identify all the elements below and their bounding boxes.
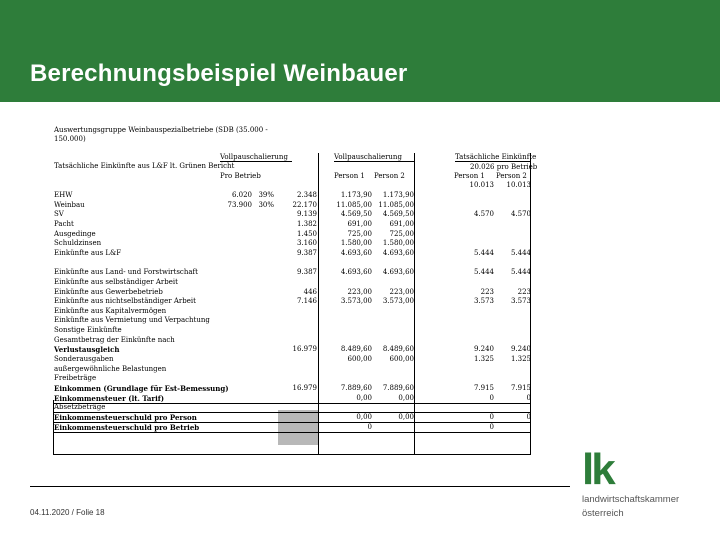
footer-date-page: 04.11.2020 / Folie 18: [30, 508, 105, 517]
row-person2: 4.569,50: [382, 210, 414, 218]
row-label: Einkünfte aus Land- und Forstwirtschaft: [54, 268, 198, 276]
row-te-person1: 1.325: [473, 355, 494, 363]
col-te-value1: 10.013: [469, 181, 494, 189]
row-person1: 223,00: [347, 288, 372, 296]
row-amount: 73.900: [227, 201, 252, 209]
row-person2: 11.085,00: [378, 201, 414, 209]
row-te-person1: 5.444: [473, 249, 494, 257]
col-te-person1: Person 1: [454, 172, 485, 180]
row-person1: 1.173,90: [340, 191, 372, 199]
row-te-person2: 0: [526, 394, 531, 402]
row-label: Verlustausgleich: [54, 345, 120, 354]
row-betrieb: 7.146: [296, 297, 317, 305]
row-te-person1: 4.570: [473, 210, 494, 218]
col-te-sub: 20.026 pro Betrieb: [470, 163, 538, 171]
row-person2: 223,00: [389, 288, 414, 296]
row-label: Sonderausgaben: [54, 355, 114, 363]
row-te-person2: 223: [517, 288, 531, 296]
row-person1: 1.580,00: [340, 239, 372, 247]
row-te-person2: 9.240: [510, 345, 531, 353]
row-percent: 39%: [258, 191, 274, 199]
row-person1: 725,00: [347, 230, 372, 238]
row-betrieb: 2.348: [296, 191, 317, 199]
row-betrieb: 9.387: [296, 249, 317, 257]
row-label: Einkünfte aus nichtselbständiger Arbeit: [54, 297, 196, 305]
row-amount: 6.020: [231, 191, 252, 199]
row-te-person2: 4.570: [510, 210, 531, 218]
row-person2: 691,00: [389, 220, 414, 228]
lk-logo-mark: lk: [582, 445, 613, 494]
row-person2: 1.580,00: [382, 239, 414, 247]
row-te-person2: 5.444: [510, 268, 531, 276]
row-label: Einkommensteuerschuld pro Person: [54, 413, 197, 422]
row-label: Einkommensteuer (lt. Tarif): [54, 394, 165, 403]
group-label-2: 150.000): [54, 135, 86, 143]
logo-text-line2: österreich: [582, 508, 624, 519]
row-label: Pacht: [54, 220, 74, 228]
row-label: Schuldzinsen: [54, 239, 102, 247]
row-person2: 600,00: [389, 355, 414, 363]
row-label: Gesamtbetrag der Einkünfte nach: [54, 336, 175, 344]
row-te-person1: 9.240: [473, 345, 494, 353]
row-te-person2: 7.915: [510, 384, 531, 392]
row-label: Einkünfte aus Vermietung und Verpachtung: [54, 316, 210, 324]
col-vp1-sub: Pro Betrieb: [220, 172, 261, 180]
group-label-1: Auswertungsgruppe Weinbauspezialbetriebe (SDB (35.000 -: [54, 126, 268, 134]
row-person2: 0,00: [398, 413, 414, 421]
row-person1: 0,00: [356, 394, 372, 402]
row-te-person1: 0: [489, 394, 494, 402]
row-label: Freibeträge: [54, 374, 97, 382]
col-te-header: Tatsächliche Einkünfte: [455, 153, 537, 161]
row-rule: [53, 432, 531, 433]
row-betrieb: 9.387: [296, 268, 317, 276]
row-person1: 8.489,60: [340, 345, 372, 353]
row-person1: 4.569,50: [340, 210, 372, 218]
row-te-person1: 7.915: [473, 384, 494, 392]
te-header-underline: [455, 161, 531, 162]
row-person2: 4.693,60: [382, 249, 414, 257]
table-divider-2: [414, 153, 415, 454]
slide-title: Berechnungsbeispiel Weinbauer: [30, 60, 408, 87]
grey-cell: [278, 410, 318, 445]
row-person1: 600,00: [347, 355, 372, 363]
row-label: Einkünfte aus L&F: [54, 249, 122, 257]
row-betrieb: 22.170: [292, 201, 317, 209]
row-label: außergewöhnliche Belastungen: [54, 365, 167, 373]
row-label: Einkünfte aus Kapitalvermögen: [54, 307, 167, 315]
row-te-person2: 0: [526, 413, 531, 421]
col-vp1-header: Vollpauschalierung: [220, 153, 288, 161]
row-label: Ausgedinge: [54, 230, 96, 238]
row-label: Absetzbeträge: [54, 403, 106, 411]
row-person1: 4.693,60: [340, 249, 372, 257]
vp2-header-underline: [334, 161, 414, 162]
row-te-person1: 5.444: [473, 268, 494, 276]
row-person1: 0,00: [356, 413, 372, 421]
row-label: Sonstige Einkünfte: [54, 326, 122, 334]
row-label: Einkünfte aus Gewerbebetrieb: [54, 288, 163, 296]
row-label: Einkommen (Grundlage für Est-Bemessung): [54, 384, 229, 393]
col-vp2-header: Vollpauschalierung: [334, 153, 402, 161]
row-te-person2: 1.325: [510, 355, 531, 363]
table-bottom-border: [53, 454, 531, 455]
row-label: SV: [54, 210, 64, 218]
row-betrieb: 16.979: [292, 384, 317, 392]
row-person1: 691,00: [347, 220, 372, 228]
row-person2: 4.693,60: [382, 268, 414, 276]
row-person2: 1.173,90: [382, 191, 414, 199]
row-betrieb: 3.160: [296, 239, 317, 247]
row-betrieb: 9.139: [296, 210, 317, 218]
row-label: EHW: [54, 191, 73, 199]
row-betrieb: 446: [303, 288, 317, 296]
row-person1: 4.693,60: [340, 268, 372, 276]
row-betrieb: 16.979: [292, 345, 317, 353]
col-person1: Person 1: [334, 172, 365, 180]
row-betrieb: 1.382: [296, 220, 317, 228]
col-te-value2: 10.013: [506, 181, 531, 189]
row-person1: 3.573,00: [340, 297, 372, 305]
table-divider-1: [318, 153, 319, 454]
row-te-person2: 5.444: [510, 249, 531, 257]
row-label: Einkünfte aus selbständiger Arbeit: [54, 278, 178, 286]
row-person1: 7.889,60: [340, 384, 372, 392]
row-person2: 8.489,60: [382, 345, 414, 353]
row-percent: 30%: [258, 201, 274, 209]
row-person2: 7.889,60: [382, 384, 414, 392]
row-person2: 725,00: [389, 230, 414, 238]
row-label: Weinbau: [54, 201, 85, 209]
row-te-person1: 223: [480, 288, 494, 296]
vp1-header-underline: [220, 161, 292, 162]
row-te-person1: 3.573: [473, 297, 494, 305]
row-person1: 0: [367, 423, 372, 431]
row-te-person1: 0: [489, 413, 494, 421]
footer-rule: [30, 486, 570, 487]
row-person1: 11.085,00: [336, 201, 372, 209]
row-betrieb: 1.450: [296, 230, 317, 238]
subject-label: Tatsächliche Einkünfte aus L&F lt. Grünen Bericht: [54, 162, 235, 170]
row-te-person2: 3.573: [510, 297, 531, 305]
logo-text-line1: landwirtschaftskammer: [582, 494, 680, 505]
row-person2: 0,00: [398, 394, 414, 402]
row-te-person1: 0: [489, 423, 494, 431]
col-person2: Person 2: [374, 172, 405, 180]
row-person2: 3.573,00: [382, 297, 414, 305]
row-label: Einkommensteuerschuld pro Betrieb: [54, 423, 200, 432]
col-te-person2: Person 2: [496, 172, 527, 180]
